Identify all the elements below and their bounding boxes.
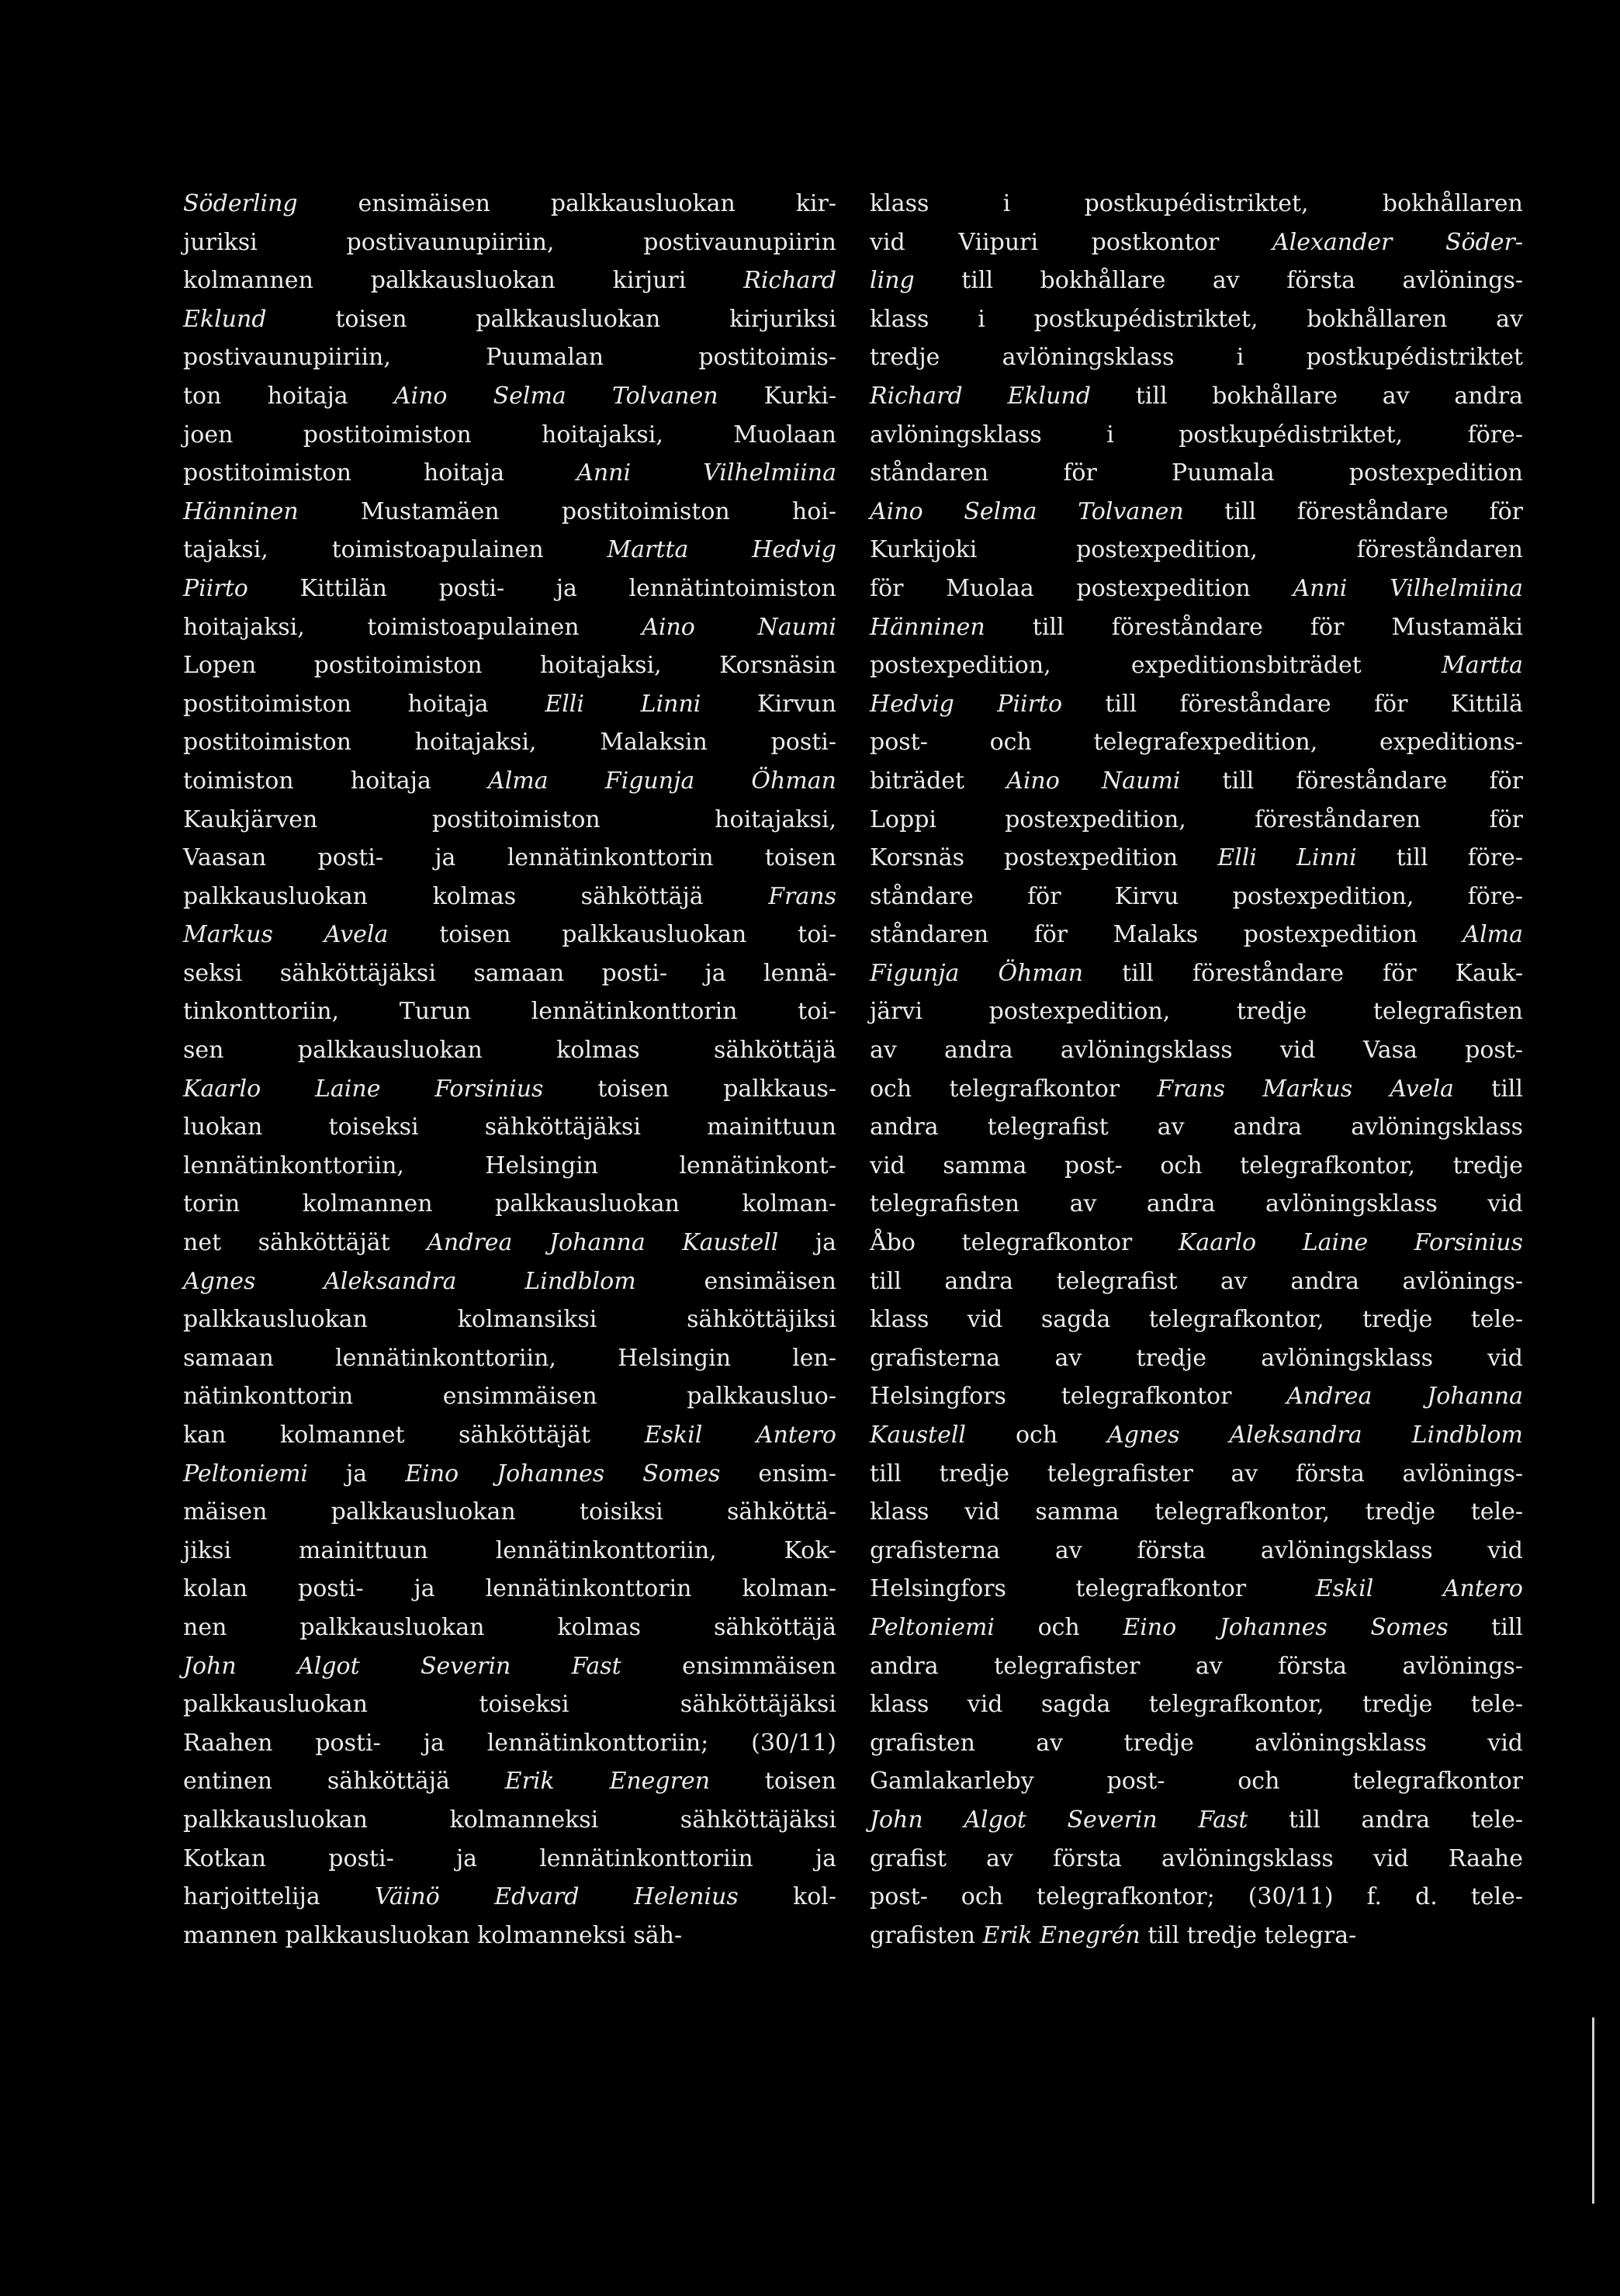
text-line (870, 1224, 1523, 1262)
person-name: Martta (1442, 652, 1523, 680)
text-line (183, 1224, 836, 1262)
person-name: Anni Vilhelmiina (576, 459, 836, 487)
text-line (870, 1801, 1523, 1840)
text-segment: palkkausluokan toiseksi sähköttäjäksi (183, 1691, 836, 1719)
text-segment: postitoimiston hoitaja (183, 690, 545, 718)
text-segment: toisen palkkaus- (543, 1075, 836, 1103)
text-segment: Kurkijoki postexpedition, föreståndaren (870, 536, 1523, 564)
text-line (183, 377, 836, 416)
text-segment: toimiston hoitaja (183, 767, 489, 795)
text-segment: Helsingfors telegrafkontor (870, 1383, 1287, 1411)
text-line (183, 1532, 836, 1570)
person-name: Aino Selma Tolvanen (393, 382, 718, 410)
person-name: Kaarlo Laine Forsinius (1178, 1229, 1523, 1257)
text-segment: av andra avlöningsklass vid Vasa post- (870, 1037, 1523, 1065)
person-name: Aino Naumi (1006, 767, 1181, 795)
text-line (183, 992, 836, 1031)
person-name: John Algot Severin Fast (183, 1652, 621, 1680)
text-segment: hoitajaksi, toimistoapulainen (183, 613, 642, 641)
text-segment: palkkausluokan kolmanneksi sähköttäjäksi (183, 1806, 836, 1834)
text-segment: andra telegrafist av andra avlöningsklass (870, 1113, 1523, 1141)
text-line (870, 1762, 1523, 1801)
text-line (183, 1339, 836, 1378)
text-line (870, 261, 1523, 300)
text-segment: ja (308, 1460, 406, 1487)
text-segment: till andra tele- (1248, 1806, 1523, 1834)
margin-rule (1592, 2017, 1594, 2204)
text-segment: till tredje telegrafister av första avlönings- (870, 1460, 1523, 1487)
text-segment: Loppi postexpedition, föreståndaren för (870, 805, 1523, 833)
text-line (870, 570, 1523, 608)
text-segment: till bokhållare av första avlönings- (914, 267, 1523, 295)
text-line (870, 839, 1523, 878)
person-name: Eino Johannes Somes (1123, 1613, 1449, 1641)
text-line (870, 1878, 1523, 1917)
person-name: Eino Johannes Somes (405, 1460, 721, 1487)
text-segment: samaan lennätinkonttoriin, Helsingin len- (183, 1344, 836, 1372)
text-line (870, 1108, 1523, 1147)
text-segment: lennätinkonttoriin, Helsingin lennätinkont- (183, 1151, 836, 1179)
text-line (183, 1031, 836, 1070)
text-line (870, 1455, 1523, 1494)
text-line (183, 1840, 836, 1879)
text-line (183, 1762, 836, 1801)
text-segment: till föreståndare för (1183, 497, 1523, 525)
person-name: Elli Linni (545, 690, 701, 718)
text-line (870, 531, 1523, 570)
text-segment: klass i postkupédistriktet, bokhållaren av (870, 305, 1523, 333)
text-segment: palkkausluokan kolmas sähköttäjä (183, 882, 769, 910)
text-segment: Vaasan posti- ja lennätinkonttorin toisen (183, 844, 836, 872)
text-segment: Kittilän posti- ja lennätintoimiston (248, 574, 836, 602)
person-name: Erik Enegrén (982, 1921, 1141, 1949)
text-line (183, 416, 836, 455)
person-name: Markus Avela (183, 921, 389, 949)
text-line (870, 454, 1523, 493)
text-line (183, 223, 836, 262)
text-segment: och telegrafkontor (870, 1075, 1158, 1103)
text-line (183, 1300, 836, 1339)
text-line (183, 1917, 836, 1955)
person-name: John Algot Severin Fast (870, 1806, 1248, 1834)
text-segment: grafist av första avlöningsklass vid Raahe (870, 1844, 1523, 1872)
person-name: Agnes Aleksandra Lindblom (1107, 1422, 1523, 1449)
text-line (183, 646, 836, 685)
text-segment: andra telegrafister av första avlönings- (870, 1652, 1523, 1680)
text-segment: entinen sähköttäjä (183, 1768, 505, 1796)
text-line (183, 723, 836, 762)
text-segment: torin kolmannen palkkausluokan kolman- (183, 1190, 836, 1218)
text-line (183, 1108, 836, 1147)
text-line (870, 1724, 1523, 1763)
text-line (183, 493, 836, 532)
text-line (870, 1377, 1523, 1416)
text-segment: Helsingfors telegrafkontor (870, 1575, 1316, 1603)
text-segment: post- och telegrafexpedition, expeditions- (870, 729, 1523, 757)
text-segment: ensim- (720, 1460, 837, 1487)
text-segment: Gamlakarleby post- och telegrafkontor (870, 1768, 1523, 1796)
text-segment: Åbo telegrafkontor (870, 1229, 1179, 1257)
person-name: Eskil Antero (1315, 1575, 1523, 1603)
text-line (870, 1570, 1523, 1609)
text-segment: grafisterna av första avlöningsklass vid (870, 1536, 1523, 1564)
text-segment: palkkausluokan kolmansiksi sähköttäjiksi (183, 1306, 836, 1334)
text-line (870, 338, 1523, 377)
text-line (183, 1647, 836, 1686)
person-name: Elli Linni (1217, 844, 1357, 872)
text-line (183, 1070, 836, 1109)
text-segment: till andra telegrafist av andra avlönings- (870, 1267, 1523, 1295)
text-segment: till föreståndare för Mustamäki (985, 613, 1523, 641)
person-name: Frans Markus Avela (1157, 1075, 1454, 1103)
text-segment: Raahen posti- ja lennätinkonttoriin; (30/11) (183, 1729, 836, 1757)
text-segment: tredje avlöningsklass i postkupédistriktet (870, 344, 1523, 372)
text-line (183, 1609, 836, 1647)
text-line (183, 338, 836, 377)
text-segment: till bokhållare av andra (1090, 382, 1523, 410)
text-segment: sen palkkausluokan kolmas sähköttäjä (183, 1037, 836, 1065)
text-segment: grafisten av tredje avlöningsklass vid (870, 1729, 1523, 1757)
person-name: Peltoniemi (870, 1613, 995, 1641)
text-segment: Mustamäen postitoimiston hoi- (298, 497, 836, 525)
person-name: Frans (768, 882, 836, 910)
text-segment: kol- (738, 1883, 836, 1911)
text-line (870, 300, 1523, 339)
text-line (183, 1185, 836, 1224)
text-segment: toisen palkkausluokan toi- (388, 921, 836, 949)
text-line (183, 1493, 836, 1532)
text-line (870, 1339, 1523, 1378)
person-name: Hedvig Piirto (870, 690, 1063, 718)
person-name: Hänninen (183, 497, 299, 525)
person-name: Eklund (183, 305, 267, 333)
text-segment: ton hoitaja (183, 382, 394, 410)
person-name: Kaustell (870, 1422, 967, 1449)
text-line (183, 1570, 836, 1609)
text-segment: telegrafisten av andra avlöningsklass vid (870, 1190, 1523, 1218)
text-line (870, 1532, 1523, 1570)
text-segment: ensimäisen palkkausluokan kir- (297, 190, 836, 217)
text-line (183, 685, 836, 724)
text-line (870, 377, 1523, 416)
text-segment: grafisten (870, 1921, 983, 1949)
text-line (870, 646, 1523, 685)
text-line (183, 762, 836, 801)
text-line (183, 1377, 836, 1416)
text-segment: Kotkan posti- ja lennätinkonttoriin ja (183, 1844, 836, 1872)
person-name: Piirto (183, 574, 248, 602)
text-segment: joen postitoimiston hoitajaksi, Muolaan (183, 421, 836, 448)
text-line (870, 1493, 1523, 1532)
person-name: Alma (1462, 921, 1523, 949)
text-line (183, 1801, 836, 1840)
person-name: Erik Enegren (504, 1768, 711, 1796)
text-segment: till före- (1356, 844, 1523, 872)
text-line (183, 1878, 836, 1917)
text-line (870, 1917, 1523, 1955)
text-line (870, 762, 1523, 801)
text-segment: toisen palkkausluokan kirjuriksi (266, 305, 836, 333)
text-segment: ståndaren för Puumala postexpedition (870, 459, 1523, 487)
person-name: Agnes Aleksandra Lindblom (183, 1267, 636, 1295)
text-line (870, 1031, 1523, 1070)
text-segment: klass i postkupédistriktet, bokhållaren (870, 190, 1523, 217)
text-line (870, 1262, 1523, 1301)
text-segment: juriksi postivaunupiiriin, postivaunupiirin (183, 228, 836, 256)
text-segment: kolmannen palkkausluokan kirjuri (183, 267, 744, 295)
text-line (183, 608, 836, 647)
text-segment: till (1453, 1075, 1523, 1103)
text-segment: ståndare för Kirvu postexpedition, före- (870, 882, 1523, 910)
text-segment: och (995, 1613, 1123, 1641)
person-name: Andrea Johanna Kaustell (427, 1229, 779, 1257)
text-line (870, 878, 1523, 916)
person-name: Richard (743, 267, 836, 295)
person-name: Alma Figunja Öhman (488, 767, 836, 795)
person-name: Anni Vilhelmiina (1293, 574, 1524, 602)
text-line (183, 916, 836, 954)
text-line (870, 416, 1523, 455)
text-line (870, 992, 1523, 1031)
text-line (870, 685, 1523, 724)
text-segment: nätinkonttorin ensimmäisen palkkausluo- (183, 1383, 836, 1411)
text-line (870, 954, 1523, 993)
person-name: Söderling (183, 190, 298, 217)
text-segment: postitoimiston hoitajaksi, Malaksin posti- (183, 729, 836, 757)
text-line (870, 608, 1523, 647)
text-line (183, 1262, 836, 1301)
text-line (870, 1840, 1523, 1879)
text-line (870, 223, 1523, 262)
text-segment: till föreståndare för (1180, 767, 1523, 795)
text-segment: till (1448, 1613, 1523, 1641)
text-segment: kolan posti- ja lennätinkonttorin kolman- (183, 1575, 836, 1603)
text-line (183, 878, 836, 916)
person-name: Martta Hedvig (607, 536, 836, 564)
text-line (183, 1147, 836, 1186)
text-line (870, 1685, 1523, 1724)
text-segment: vid samma post- och telegrafkontor, tredje (870, 1151, 1523, 1179)
person-name: Aino Selma Tolvanen (870, 497, 1184, 525)
text-segment: järvi postexpedition, tredje telegrafisten (870, 998, 1523, 1026)
text-segment: till föreståndare för Kittilä (1062, 690, 1523, 718)
text-segment: klass vid sagda telegrafkontor, tredje tele- (870, 1691, 1523, 1719)
person-name: ling (870, 267, 915, 295)
text-segment: ja (778, 1229, 836, 1257)
person-name: Hänninen (870, 613, 985, 641)
person-name: Peltoniemi (183, 1460, 309, 1487)
text-line (870, 723, 1523, 762)
text-segment: ensimmäisen (621, 1652, 836, 1680)
text-line (183, 839, 836, 878)
text-line (870, 1416, 1523, 1455)
text-line (870, 801, 1523, 840)
text-line (870, 1609, 1523, 1647)
text-segment: postitoimiston hoitaja (183, 459, 577, 487)
text-line (870, 1300, 1523, 1339)
text-line (183, 1455, 836, 1494)
text-segment: klass vid samma telegrafkontor, tredje tele- (870, 1498, 1523, 1526)
right-text-column (870, 185, 1523, 1955)
text-segment: tajaksi, toimistoapulainen (183, 536, 608, 564)
person-name: Aino Naumi (642, 613, 836, 641)
person-name: Väinö Edvard Helenius (375, 1883, 739, 1911)
person-name: Kaarlo Laine Forsinius (183, 1075, 544, 1103)
text-line (870, 493, 1523, 532)
text-segment: vid Viipuri postkontor (870, 228, 1272, 256)
text-line (183, 1416, 836, 1455)
text-line (183, 261, 836, 300)
text-segment: ståndaren för Malaks postexpedition (870, 921, 1463, 949)
left-text-column (183, 185, 836, 1955)
text-line (183, 954, 836, 993)
person-name: Eskil Antero (644, 1422, 836, 1449)
text-line (870, 1070, 1523, 1109)
text-segment: och (966, 1422, 1108, 1449)
text-line (183, 300, 836, 339)
text-line (183, 570, 836, 608)
text-line (183, 454, 836, 493)
text-segment: tinkonttoriin, Turun lennätinkonttorin toi- (183, 998, 836, 1026)
text-line (870, 1147, 1523, 1186)
text-segment: för Muolaa postexpedition (870, 574, 1293, 602)
text-segment: klass vid sagda telegrafkontor, tredje tele- (870, 1306, 1523, 1334)
text-line (183, 1724, 836, 1763)
text-segment: postivaunupiiriin, Puumalan postitoimis- (183, 344, 836, 372)
text-line (183, 1685, 836, 1724)
text-segment: net sähköttäjät (183, 1229, 428, 1257)
text-segment: jiksi mainittuun lennätinkonttoriin, Kok- (183, 1536, 836, 1564)
text-segment: postexpedition, expeditionsbiträdet (870, 652, 1442, 680)
text-segment: Kurki- (718, 382, 836, 410)
text-segment: Kaukjärven postitoimiston hoitajaksi, (183, 805, 836, 833)
text-segment: nen palkkausluokan kolmas sähköttäjä (183, 1613, 836, 1641)
text-line (183, 801, 836, 840)
text-segment: till föreståndare för Kauk- (1083, 959, 1523, 987)
text-line (183, 531, 836, 570)
text-segment: harjoittelija (183, 1883, 376, 1911)
text-segment: kan kolmannet sähköttäjät (183, 1422, 645, 1449)
text-segment: biträdet (870, 767, 1007, 795)
text-segment: avlöningsklass i postkupédistriktet, före- (870, 421, 1523, 448)
text-segment: luokan toiseksi sähköttäjäksi mainittuun (183, 1113, 836, 1141)
text-segment: till tredje telegra- (1140, 1921, 1357, 1949)
text-line (870, 185, 1523, 223)
text-segment: post- och telegrafkontor; (30/11) f. d. tele- (870, 1883, 1523, 1911)
text-segment: grafisterna av tredje avlöningsklass vid (870, 1344, 1523, 1372)
text-segment: Lopen postitoimiston hoitajaksi, Korsnäsin (183, 652, 836, 680)
text-line (870, 1185, 1523, 1224)
text-line (870, 916, 1523, 954)
text-segment: Kirvun (701, 690, 836, 718)
text-segment: mannen palkkausluokan kolmanneksi säh- (183, 1921, 683, 1949)
person-name: Alexander Söder- (1272, 228, 1523, 256)
person-name: Figunja Öhman (870, 959, 1084, 987)
text-line (870, 1647, 1523, 1686)
text-line (183, 185, 836, 223)
text-segment: mäisen palkkausluokan toisiksi sähköttä- (183, 1498, 836, 1526)
text-segment: ensimäisen (635, 1267, 836, 1295)
text-segment: toisen (710, 1768, 836, 1796)
text-segment: seksi sähköttäjäksi samaan posti- ja lennä- (183, 959, 836, 987)
person-name: Andrea Johanna (1286, 1383, 1523, 1411)
person-name: Richard Eklund (870, 382, 1091, 410)
text-segment: Korsnäs postexpedition (870, 844, 1218, 872)
